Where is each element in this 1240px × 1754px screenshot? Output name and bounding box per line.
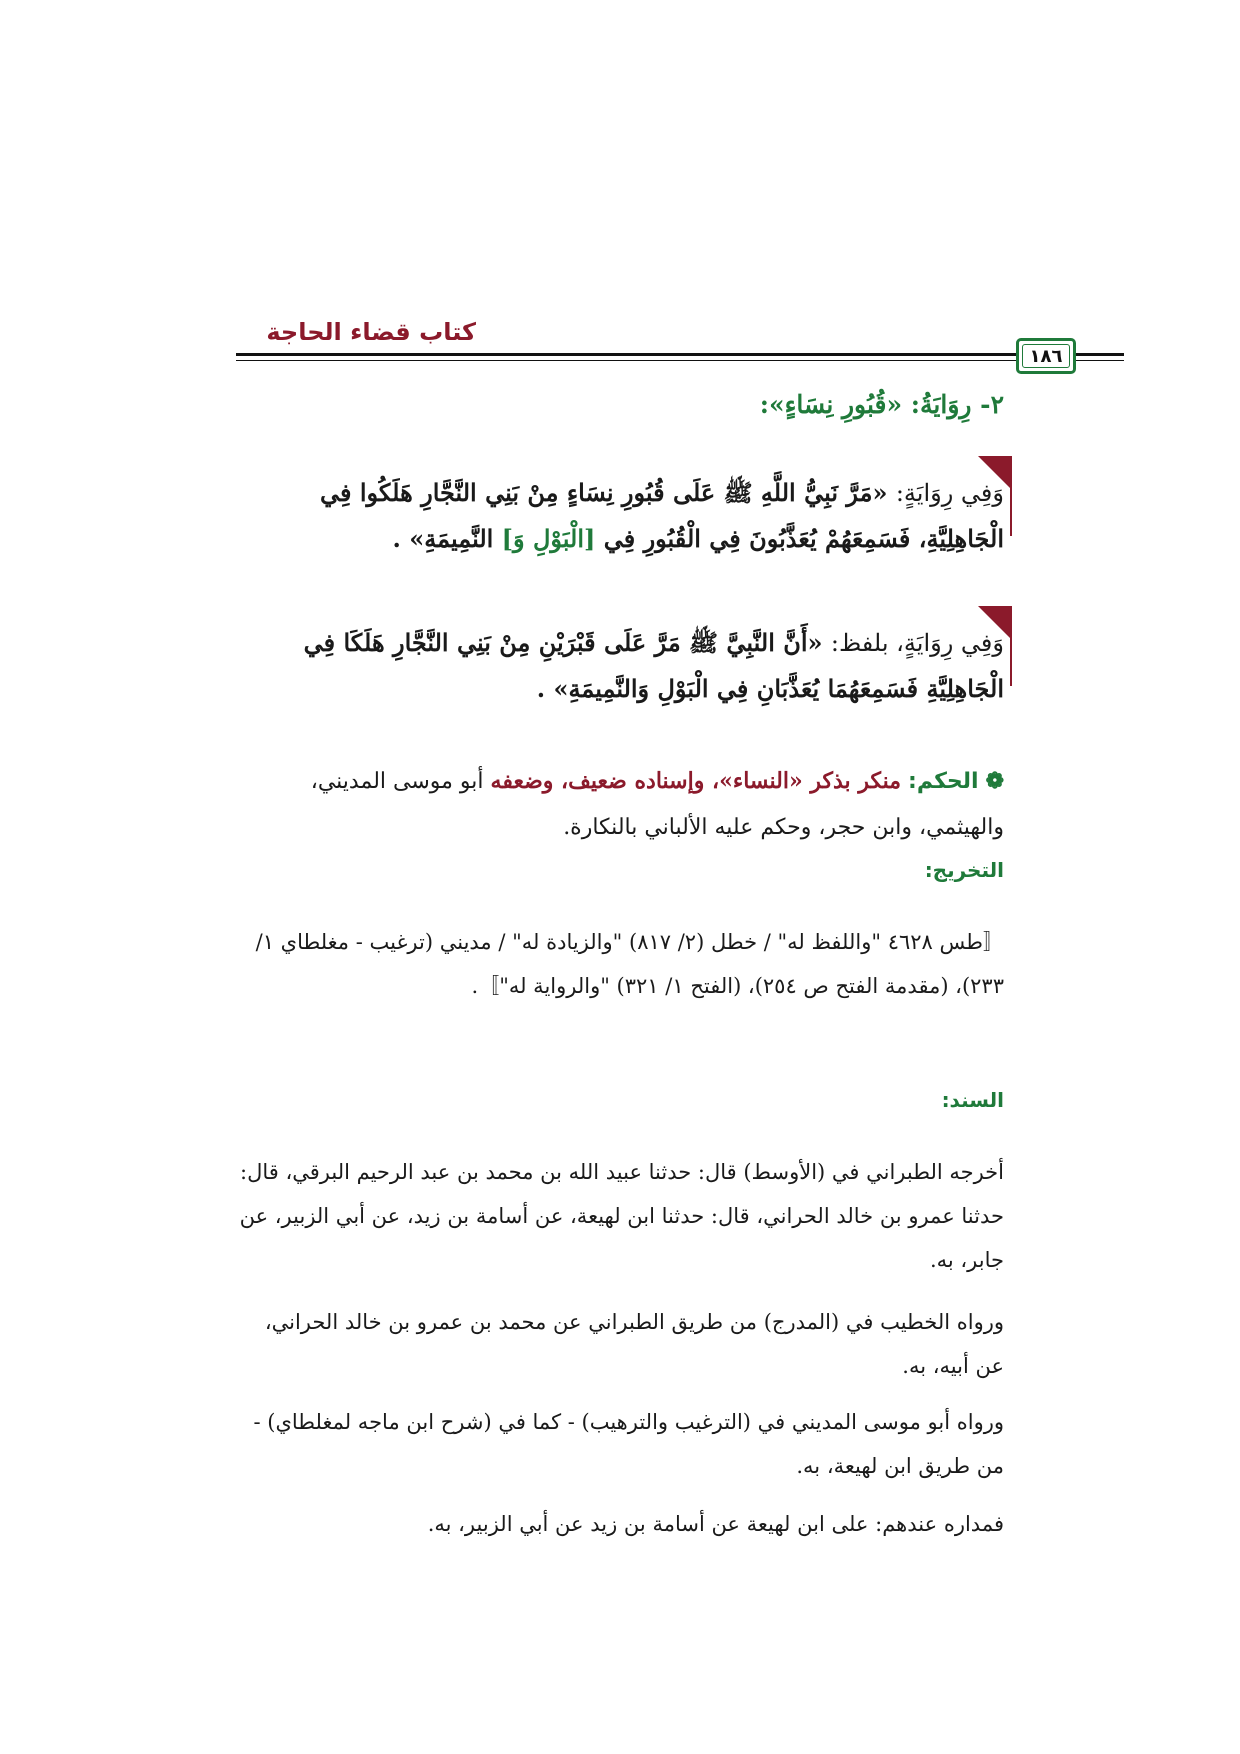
ruling-label: الحكم: <box>908 769 979 794</box>
takhrij-label: التخريج: <box>924 858 1004 882</box>
section-heading: ٢- رِوَايَةُ: «قُبُورِ نِسَاءٍ»: <box>759 390 1004 419</box>
narration-2 <box>244 620 1004 712</box>
header-rule-thin <box>236 360 1016 361</box>
corner-ornament-line <box>1010 456 1012 536</box>
narration-text-end: النَّمِيمَةِ» . <box>392 524 494 553</box>
book-title: كتاب قضاء الحاجة <box>266 318 476 346</box>
narration-addition: [الْبَوْلِ وَ] <box>501 524 596 553</box>
page-number: ١٨٦ <box>1029 345 1063 367</box>
sanad-label: السند: <box>941 1088 1004 1112</box>
page-number-badge <box>1016 338 1076 374</box>
narration-1 <box>244 470 1004 562</box>
header-rule-right-thin <box>1076 360 1124 361</box>
narration-text: «أَنَّ النَّبِيَّ ﷺ مَرَّ عَلَى قَبْرَيْنِ مِنْ بَنِي النَّجَّارِ هَلَكَا فِي الْجَاهِلِيَّةِ فَسَمِعَهُمَا يُعَذَّبَانِ فِي الْبَوْلِ وَالنَّمِيمَةِ» . <box>303 628 1004 703</box>
sanad-paragraph: فمداره عندهم: على ابن لهيعة عن أسامة بن زيد عن أبي الزبير، به. <box>427 1512 1004 1536</box>
narration-text: «مَرَّ نَبِيُّ اللَّهِ ﷺ عَلَى قُبُورِ نِسَاءٍ مِنْ بَنِي النَّجَّارِ هَلَكُوا فِي الْجَاهِلِيَّةِ، فَسَمِعَهُمْ يُعَذَّبُونَ فِي الْقُبُورِ فِي <box>320 478 1004 553</box>
flower-icon: ❁ <box>985 768 1004 794</box>
header-rule-right-thick <box>1076 353 1124 356</box>
sanad-paragraph: ورواه أبو موسى المديني في (الترغيب والترهيب) - كما في (شرح ابن ماجه لمغلطاي) - من طريق ابن لهيعة، به. <box>253 1410 1004 1478</box>
ruling <box>234 758 1004 851</box>
ruling-text: أبو موسى المديني، والهيثمي، وابن حجر، وحكم عليه الألباني بالنكارة. <box>310 769 1004 840</box>
takhrij-text: 〚طس ٤٦٢٨ "واللفظ له" / خطل (٢/ ٨١٧) "والزيادة له" / مديني (ترغيب - مغلطاي ١/ ٢٣٣)، (مقدمة الفتح ص ٢٥٤)، (الفتح ١/ ٣٢١) "والرواية له"〛. <box>255 930 1004 998</box>
narration-lead: وَفِي رِوَايَةٍ: <box>895 479 1004 507</box>
header-rule-thick <box>236 353 1016 356</box>
sanad-paragraph: ورواه الخطيب في (المدرج) من طريق الطبراني عن محمد بن عمرو بن خالد الحراني، عن أبيه، به. <box>264 1310 1004 1378</box>
narration-lead: وَفِي رِوَايَةٍ، بلفظ: <box>830 629 1004 657</box>
sanad-paragraph: أخرجه الطبراني في (الأوسط) قال: حدثنا عبيد الله بن محمد بن عبد الرحيم البرقي، قال: حدثنا عمرو بن خالد الحراني، قال: حدثنا ابن لهيعة، عن أسامة بن زيد، عن أبي الزبير، عن جابر، به. <box>239 1160 1004 1272</box>
ruling-verdict: منكر بذكر «النساء»، وإسناده ضعيف، وضعفه <box>490 768 902 794</box>
corner-ornament-line <box>1010 606 1012 686</box>
